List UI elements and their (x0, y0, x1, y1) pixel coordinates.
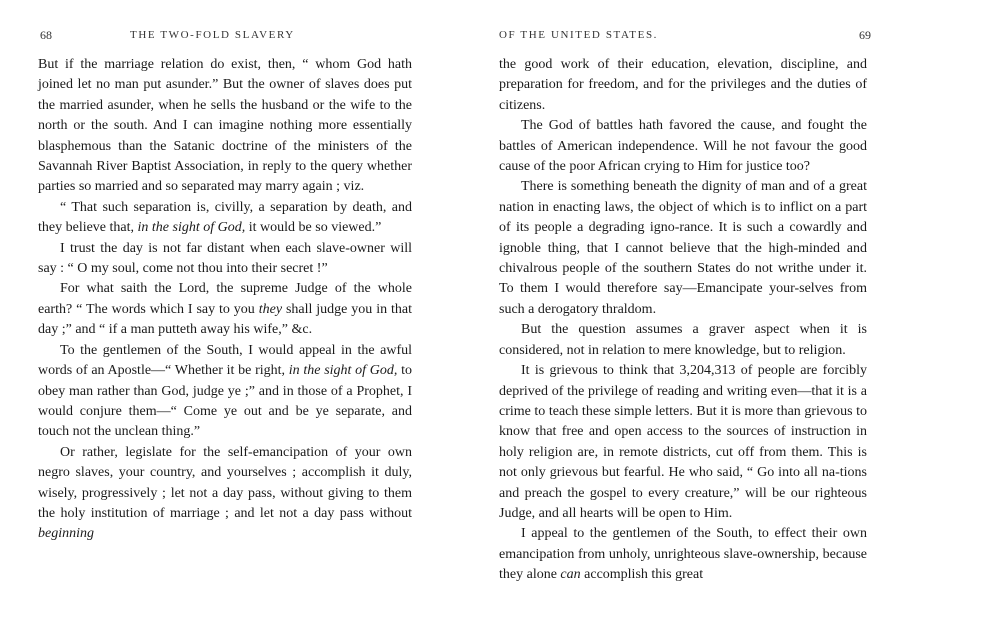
page-number: 69 (859, 28, 871, 42)
right-page (499, 0, 871, 631)
right-page-header (499, 28, 871, 44)
running-head: THE TWO-FOLD SLAVERY (130, 29, 295, 41)
paragraph: I appeal to the gentlemen of the South, to effect their own emancipation from unholy, unrighteous slave-ownership, because they alone can accomplish this great (499, 526, 867, 583)
paragraph: “ That such separation is, civilly, a separation by death, and they believe that, in the sight of God, it would be so viewed.” (38, 199, 412, 236)
right-page-body (499, 55, 867, 586)
paragraph: I trust the day is not far distant when each slave-owner will say : “ O my soul, come not thou into their secret !” (38, 240, 412, 277)
running-head: OF THE UNITED STATES. (499, 29, 659, 41)
left-page (38, 0, 412, 631)
paragraph: The God of battles hath favored the cause, and fought the battles of American independence. Will he not favour the good cause of the poor African crying to Him for justice too? (499, 118, 867, 175)
page-number: 68 (40, 28, 52, 42)
paragraph: There is something beneath the dignity of man and of a great nation in enacting laws, the object of which is to inflict on a part of its people a degrading igno-rance. It is such a cowardly and ignoble thing, that I cannot believe that the high-minded and chivalrous people of the southern States do not writhe under it. To them I would therefore say—Emancipate your-selves from such a derogatory thraldom. (499, 179, 867, 317)
paragraph: Or rather, legislate for the self-emancipation of your own negro slaves, your country, and yourselves ; accomplish it duly, wisely, progressively ; let not a day pass, without giving to them the holy institution of marriage ; and let not a day pass without beginning (38, 444, 412, 542)
paragraph: the good work of their education, elevation, discipline, and preparation for freedom, and for the privileges and the duties of citizens. (499, 57, 867, 113)
paragraph: It is grievous to think that 3,204,313 of people are forcibly deprived of the privilege of reading and writing even—that it is a crime to teach these simple letters. But it is more than grievous to know that free and open access to the sources of instruction in holy religion are, in remote districts, cut off from them. This is not only grievous but fearful. He who said, “ Go into all na-tions and preach the gospel to every creature,” will be our righteous Judge, and all hearts will be open to Him. (499, 363, 867, 521)
paragraph: To the gentlemen of the South, I would appeal in the awful words of an Apostle—“ Whether it be right, in the sight of God, to obey man rather than God, judge ye ;” and in those of a Prophet, I would conjure them—“ Come ye out and be ye separate, and touch not the unclean thing.” (38, 342, 413, 440)
left-page-header (38, 28, 412, 44)
left-page-body (38, 55, 412, 545)
paragraph: For what saith the Lord, the supreme Judge of the whole earth? “ The words which I say to you they shall judge you in that day ;” and “ if a man putteth away his wife,” &c. (38, 281, 412, 338)
paragraph: But if the marriage relation do exist, then, “ whom God hath joined let no man put asunder.” But the owner of slaves does put the married asunder, when he sells the husband or the wife to the north or the south. And I can imagine nothing more essentially blasphemous than the Satanic doctrine of the ministers of the Savannah River Baptist Association, in reply to the query whether parties so married and so separated may marry again ; viz. (38, 57, 412, 195)
paragraph: But the question assumes a graver aspect when it is considered, not in relation to mere knowledge, but to religion. (499, 322, 867, 358)
